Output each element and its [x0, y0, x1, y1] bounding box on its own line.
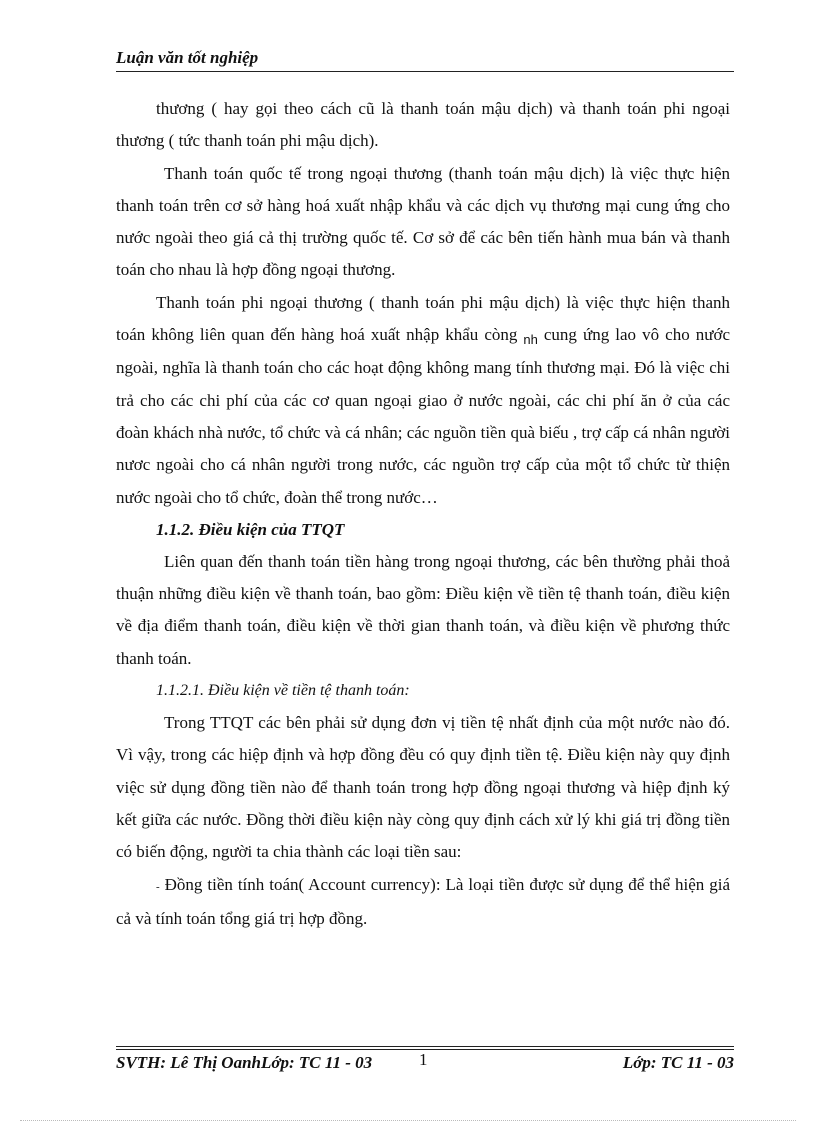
document-body	[116, 93, 730, 935]
header-rule	[116, 71, 734, 72]
paragraph-currency: Trong TTQT các bên phải sử dụng đơn vị tiền tệ nhất định của một nước nào đó. Vì vậy, trong các hiệp định và hợp đồng đều có quy định tiền tệ. Điều kiện này quy định việc sử dụng đồng tiền nào để thanh toán trong hợp đồng ngoại thương và hiệp định ký kết giữa các nước. Đồng thời điều kiện này còng quy định cách xử lý khi giá trị đồng tiền có biến động, người ta chia thành các loại tiền sau:	[116, 713, 730, 862]
paragraph-continuation: thương ( hay gọi theo cách cũ là thanh toán mậu dịch) và thanh toán phi ngoại thương ( tức thanh toán phi mậu dịch).	[116, 99, 730, 151]
paragraph-non-trade-part-1: Thanh toán phi ngoại thương ( thanh toán phi mậu dịch) là việc thực hiện thanh toán không liên quan đến hàng hoá xuất nhập khẩu còng	[116, 292, 730, 345]
page-footer	[116, 1050, 734, 1077]
paragraph-account-currency	[116, 869, 730, 936]
paragraph-account-currency-text: Đồng tiền tính toán( Account currency): Là loại tiền được sử dụng để thể hiện giá cả và tính toán tổng giá trị hợp đồng.	[116, 874, 730, 928]
footer-rule-top	[116, 1046, 734, 1047]
footer-author: SVTH: Lê Thị OanhLớp: TC 11 - 03	[116, 1053, 373, 1072]
page-header-title: Luận văn tốt nghiệp	[116, 48, 259, 67]
page-edge-dotted-line	[20, 1120, 796, 1121]
section-heading-1-1-2: 1.1.2. Điều kiện của TTQT	[156, 519, 345, 539]
bullet-dash: -	[156, 880, 160, 893]
paragraph-non-trade-payment	[116, 287, 730, 514]
subsection-heading-1-1-2-1: 1.1.2.1. Điều kiện về tiền tệ thanh toán:	[156, 682, 410, 700]
paragraph-non-trade-part-2: cung ứng lao vô cho nước ngoài, nghĩa là thanh toán cho các hoạt động không mang tính thương mại. Đó là việc chi trả cho các chi phí của các cơ quan ngoại giao ở nước ngoài, các chi phí ăn ở của các đoàn khách nhà nước, tổ chức và cá nhân; các nguồn tiền quà biếu , trợ cấp cá nhân người nươc ngoài cho cá nhân người trong nước, các nguồn trợ cấp của một tổ chức từ thiện nước ngoài cho tổ chức, đoàn thể trong nước…	[116, 325, 730, 507]
paragraph-trade-payment: Thanh toán quốc tế trong ngoại thương (thanh toán mậu dịch) là việc thực hiện thanh toán trên cơ sở hàng hoá xuất nhập khẩu và các dịch vụ thương mại cung ứng cho nước ngoài theo giá cả thị trường quốc tế. Cơ sở để các bên tiến hành mua bán và thanh toán cho nhau là hợp đồng ngoại thương.	[116, 163, 730, 280]
stray-nh-text: nh	[523, 332, 538, 348]
footer-class: Lớp: TC 11 - 03	[622, 1053, 734, 1072]
page-number: 1	[419, 1050, 428, 1069]
paragraph-conditions: Liên quan đến thanh toán tiền hàng trong ngoại thương, các bên thường phải thoả thuận những điều kiện về thanh toán, bao gồm: Điều kiện về tiền tệ thanh toán, điều kiện về địa điểm thanh toán, điều kiện về thời gian thanh toán, và điều kiện về phương thức thanh toán.	[116, 551, 730, 668]
